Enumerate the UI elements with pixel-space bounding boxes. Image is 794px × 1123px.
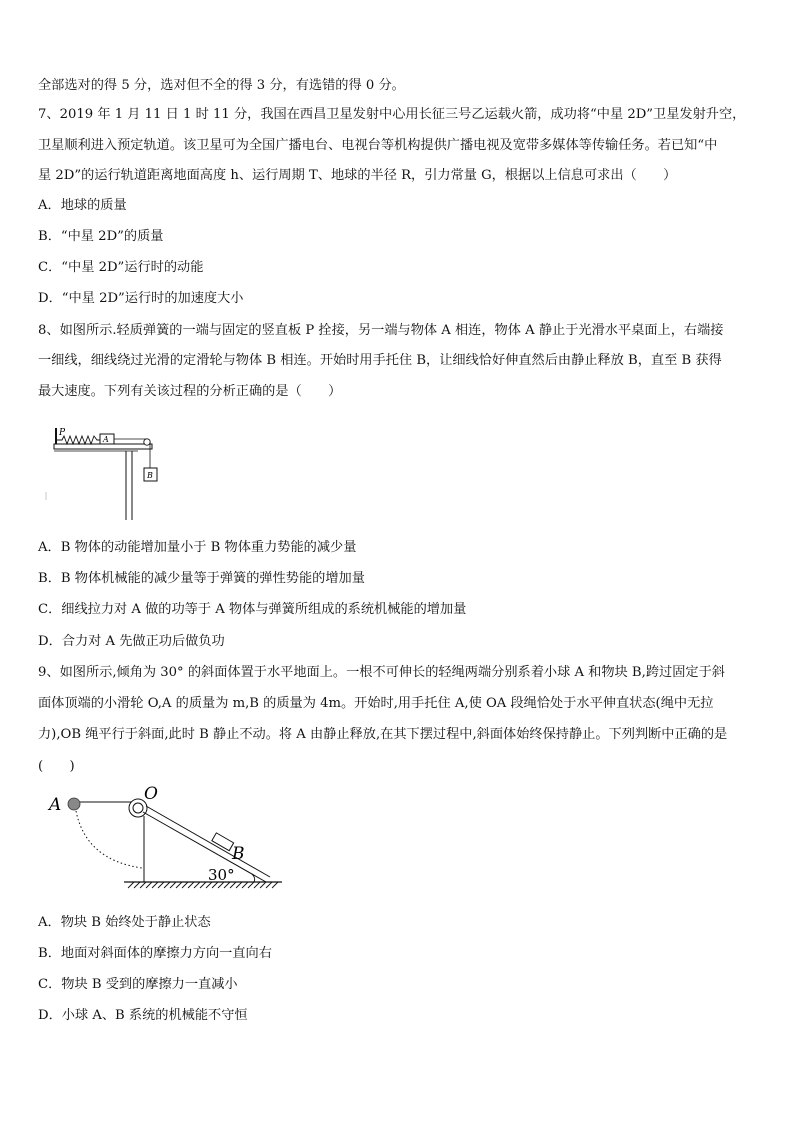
- q9-text-line-4: ( ): [38, 759, 75, 774]
- q8-option-d: D．合力对 A 先做正功后做负功: [38, 634, 225, 649]
- q9-option-a: A．物块 B 始终处于静止状态: [38, 915, 211, 930]
- intro-line: 全部选对的得 5 分，选对但不全的得 3 分，有选错的得 0 分。: [38, 78, 405, 93]
- label-p: P: [59, 428, 66, 438]
- label-b: B: [232, 844, 245, 864]
- label-o: O: [144, 784, 158, 804]
- q8-option-c: C．细线拉力对 A 做的功等于 A 物体与弹簧所组成的系统机械能的增加量: [38, 602, 467, 617]
- label-angle: 30°: [208, 866, 235, 884]
- table-top: [54, 444, 152, 449]
- q9-incline-figure: [44, 782, 294, 894]
- q7-option-a: A．地球的质量: [38, 198, 127, 213]
- spring: [57, 436, 100, 444]
- block-b: [212, 833, 234, 851]
- label-a: A: [49, 795, 62, 815]
- swing-path-arc: [76, 811, 142, 868]
- label-b: B: [147, 471, 153, 480]
- q9-option-d: D．小球 A、B 系统的机械能不守恒: [38, 1008, 248, 1023]
- q8-option-a: A．B 物体的动能增加量小于 B 物体重力势能的减少量: [38, 540, 357, 555]
- ball-a: [68, 798, 80, 810]
- q8-text-line-3: 最大速度。下列有关该过程的分析正确的是（ ）: [38, 384, 342, 399]
- q8-option-b: B．B 物体机械能的减少量等于弹簧的弹性势能的增加量: [38, 571, 365, 586]
- ground-hatching: [128, 882, 278, 888]
- q9-text-line-2: 面体顶端的小滑轮 O,A 的质量为 m,B 的质量为 4m。开始时,用手托住 A,使 OA 段绳恰处于水平伸直状态(绳中无拉: [38, 696, 714, 711]
- q7-option-b: B．“中星 2D”的质量: [38, 229, 164, 244]
- q7-option-c: C．“中星 2D”运行时的动能: [38, 260, 204, 275]
- q8-text-line-2: 一细线，细线绕过光滑的定滑轮与物体 B 相连。开始时用手托住 B，让细线恰好伸直然后由静止释放 B，直至 B 获得: [38, 353, 722, 368]
- q9-option-c: C．物块 B 受到的摩擦力一直减小: [38, 977, 238, 992]
- q8-spring-pulley-figure: [40, 420, 180, 524]
- label-a: A: [103, 435, 109, 444]
- q9-text-line-3: 力),OB 绳平行于斜面,此时 B 静止不动。将 A 由静止释放,在其下摆过程中,斜面体始终保持静止。下列判断中正确的是: [38, 727, 728, 742]
- q9-text-line-1: 9、如图所示,倾角为 30° 的斜面体置于水平地面上。一根不可伸长的轻绳两端分别系着小球 A 和物块 B,跨过固定于斜: [38, 665, 725, 680]
- q8-text-line-1: 8、如图所示.轻质弹簧的一端与固定的竖直板 P 拴接，另一端与物体 A 相连，物体 A 静止于光滑水平桌面上，右端接: [38, 323, 724, 338]
- pulley: [144, 439, 150, 445]
- q7-text-line-2: 卫星顺利进入预定轨道。该卫星可为全国广播电台、电视台等机构提供广播电视及宽带多媒体等传输任务。若已知“中: [38, 138, 718, 153]
- q7-text-line-1: 7、2019 年 1 月 11 日 1 时 11 分，我国在西昌卫星发射中心用长征三号乙运载火箭，成功将“中星 2D”卫星发射升空，: [38, 107, 746, 122]
- q7-option-d: D．“中星 2D”运行时的加速度大小: [38, 291, 244, 306]
- pulley-o-inner: [133, 803, 143, 813]
- q7-text-line-3: 星 2D”的运行轨道距离地面高度 h、运行周期 T、地球的半径 R，引力常量 G，根据以上信息可求出（ ）: [38, 168, 677, 183]
- q9-option-b: B．地面对斜面体的摩擦力方向一直向右: [38, 946, 272, 961]
- incline-surface: [143, 812, 266, 882]
